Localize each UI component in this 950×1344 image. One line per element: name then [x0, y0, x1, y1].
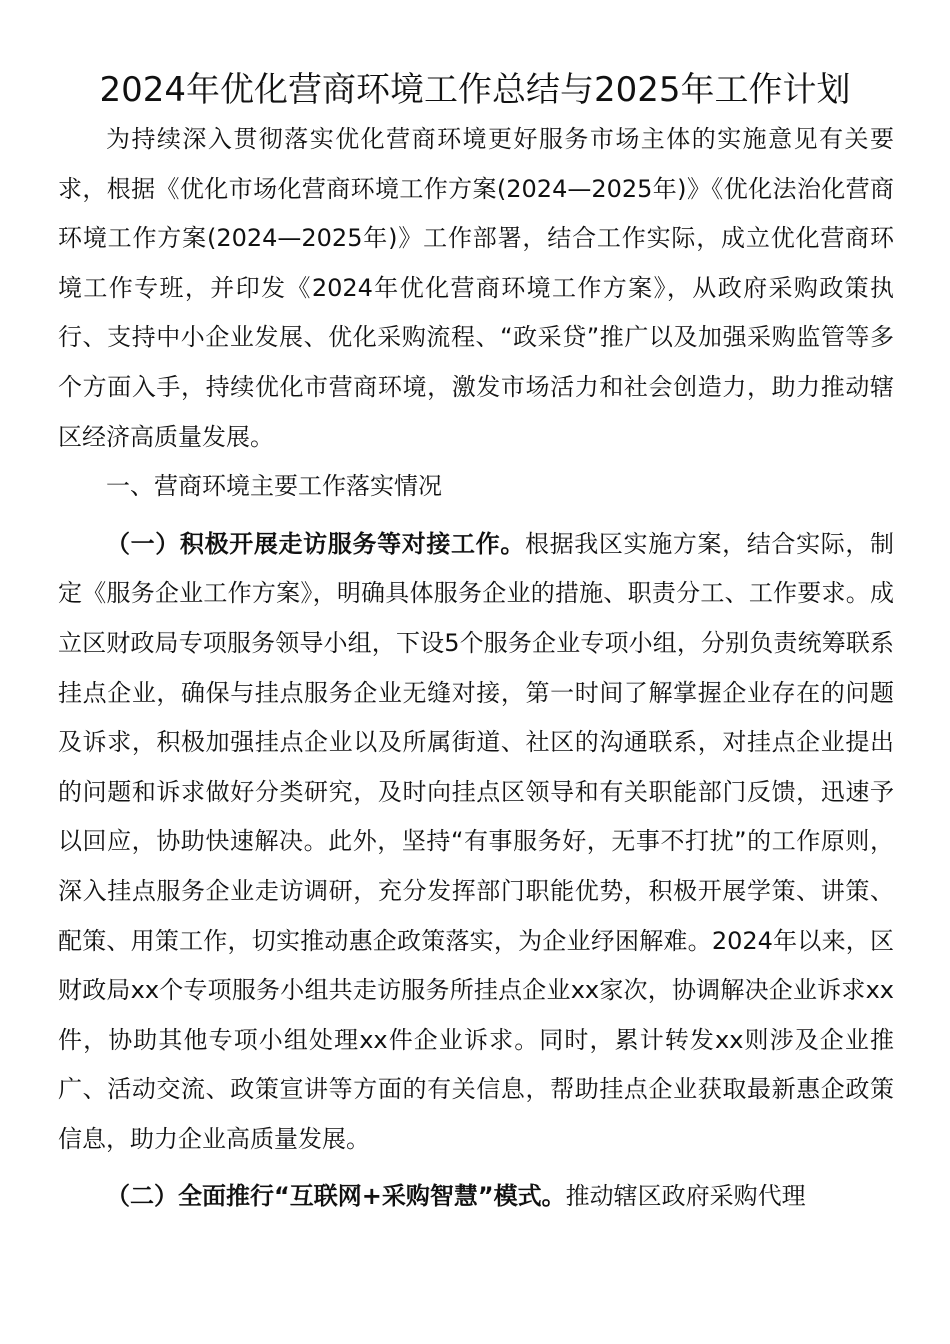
subsection-2-paragraph	[58, 1172, 894, 1222]
subsection-2-body: 推动辖区政府采购代理	[565, 1182, 806, 1211]
intro-paragraph: 为持续深入贯彻落实优化营商环境更好服务市场主体的实施意见有关要求，根据《优化市场化营商环境工作方案(2024—2025年)》《优化法治化营商环境工作方案(2024—2025年)》工作部署，结合工作实际，成立优化营商环境工作专班，并印发《2024年优化营商环境工作方案》，从政府采购政策执行、支持中小企业发展、优化采购流程、“政采贷”推广以及加强采购监管等多个方面入手，持续优化市营商环境，激发市场活力和社会创造力，助力推动辖区经济高质量发展。	[58, 125, 894, 451]
subsection-1-paragraph	[58, 520, 894, 1165]
subsection-1-lead: （一）积极开展走访服务等对接工作。	[106, 529, 525, 558]
subsection-2-lead: （二）全面推行“互联网+采购智慧”模式。	[106, 1182, 566, 1211]
document-body	[58, 115, 894, 1222]
subsection-1-body: 根据我区实施方案，结合实际，制定《服务企业工作方案》，明确具体服务企业的措施、职责分工、工作要求。成立区财政局专项服务领导小组，下设5个服务企业专项小组，分别负责统筹联系挂点企业，确保与挂点服务企业无缝对接，第一时间了解掌握企业存在的问题及诉求，积极加强挂点企业以及所属街道、社区的沟通联系，对挂点企业提出的问题和诉求做好分类研究，及时向挂点区领导和有关职能部门反馈，迅速予以回应，协助快速解决。此外，坚持“有事服务好，无事不打扰”的工作原则，深入挂点服务企业走访调研，充分发挥部门职能优势，积极开展学策、讲策、配策、用策工作，切实推动惠企政策落实，为企业纾困解难。2024年以来，区财政局xx个专项服务小组共走访服务所挂点企业xx家次，协调解决企业诉求xx件，协助其他专项小组处理xx件企业诉求。同时，累计转发xx则涉及企业推广、活动交流、政策宣讲等方面的有关信息，帮助挂点企业获取最新惠企政策信息，助力企业高质量发展。	[58, 529, 894, 1153]
document-title: 2024年优化营商环境工作总结与2025年工作计划	[99, 70, 851, 110]
section-heading-1: 一、营商环境主要工作落实情况	[106, 472, 442, 501]
